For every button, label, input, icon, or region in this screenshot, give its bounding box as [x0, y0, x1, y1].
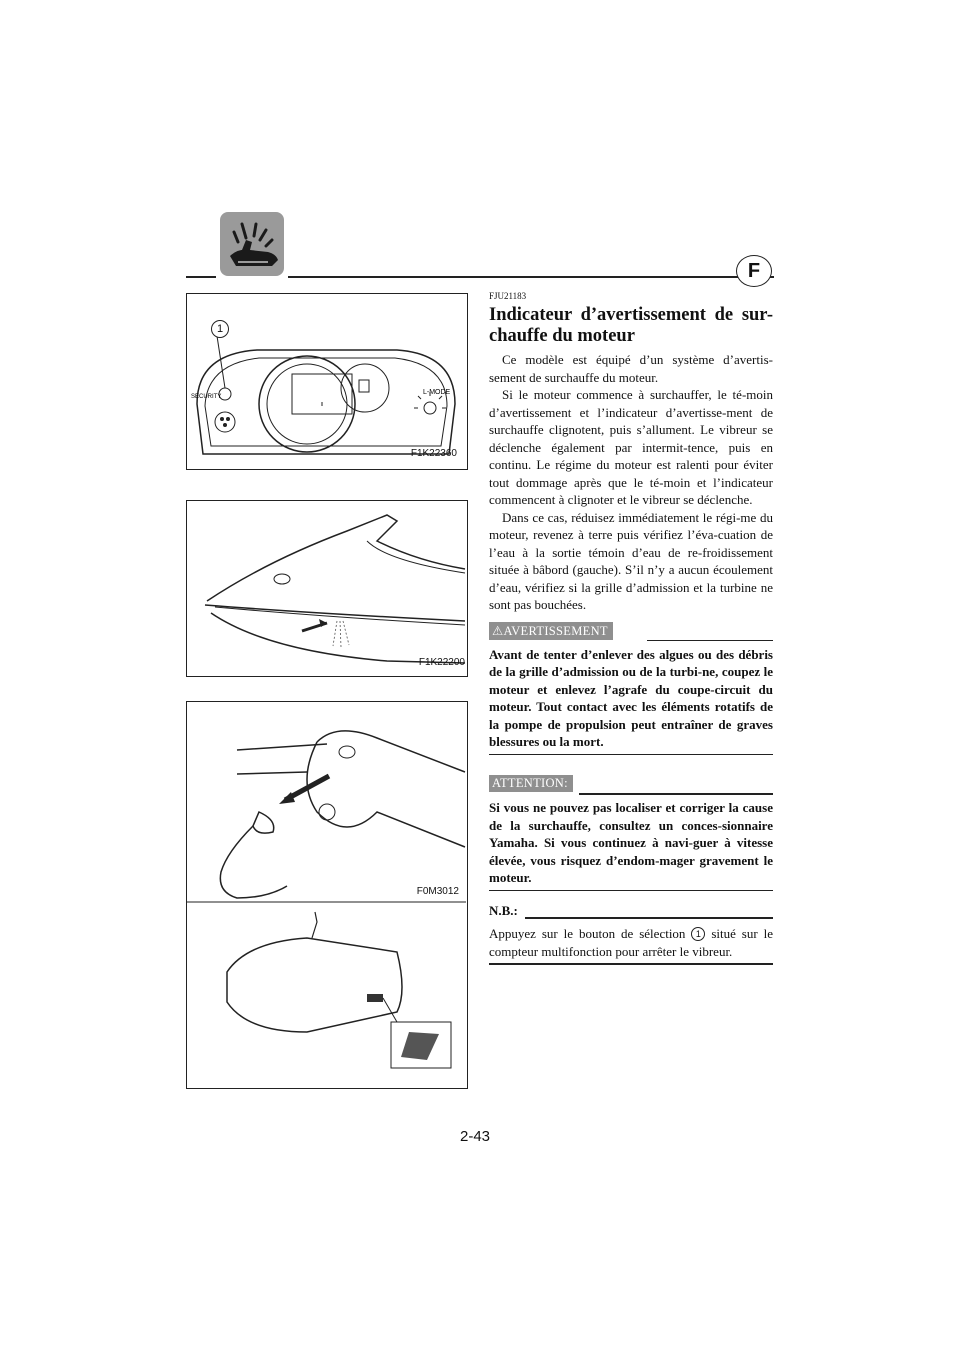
paragraph: Si le moteur commence à surchauffer, le té-moin d’avertissement et l’indicateur d’avertisse-ment de surchauffe clignotent, puis s’allument. Le vibreur se déclenche également par intermit-tence, puis en continu. Le régime du moteur est ralenti pour éviter tout dommage après que le té-moin et l’indicateur commencent à clignoter et le vibreur se déclenche. — [489, 387, 773, 507]
attention-end-rule — [489, 890, 773, 892]
header-rule-left — [186, 276, 216, 278]
paragraph: Dans ce cas, réduisez immédiatement le régi-me du moteur, revenez à terre puis vérifiez l’éva-cuation de l’eau à la sortie témoin d’eau de re-froidissement située à bâbord (gauche). S’il n’y a aucun écoulement d’eau, vérifiez si la grille d’admission et la turbine ne sont pas bouchées. — [489, 509, 773, 612]
hull-water-outlet-icon — [187, 501, 466, 675]
note-header — [489, 903, 773, 921]
note-callout: 1 — [691, 927, 705, 941]
attention-rule — [579, 793, 773, 795]
figure-code: F1K22360 — [410, 448, 457, 459]
warning-header — [489, 620, 773, 642]
note-end-rule — [489, 963, 773, 965]
note-rule — [525, 917, 773, 919]
page-number: 2-43 — [460, 1128, 491, 1145]
warning-text: Avant de tenter d’enlever des algues ou des débris de la grille d’admission ou de la turbi-ne, coupez le moteur et enlevez l’agrafe du coupe-circuit du moteur. Tout contact avec les éléments rotatifs de la pompe de propulsion peut entraîner de graves blessures ou la mort. — [489, 646, 773, 749]
warning-rule — [647, 640, 773, 642]
content-column — [489, 291, 773, 965]
figure-callout-1: 1 — [211, 320, 229, 338]
warning-end-rule — [489, 754, 773, 756]
dashboard-warning-lights-icon — [187, 294, 466, 468]
svg-text:L-MODE: L-MODE — [423, 389, 451, 396]
note-label: N.B.: — [489, 903, 518, 918]
warning-triangle-icon: ⚠ — [492, 623, 504, 638]
jetski-splash-icon — [220, 212, 284, 276]
figure-shutoff — [186, 701, 468, 1089]
figure-dashboard — [186, 293, 468, 470]
section-code: FJU21183 — [489, 291, 527, 301]
attention-header — [489, 773, 773, 795]
attention-badge: ATTENTION: — [489, 775, 573, 792]
figure-hull — [186, 500, 468, 677]
paragraph: Ce modèle est équipé d’un système d’avertis-sement de surchauffe du moteur. — [489, 352, 773, 385]
svg-text:SECURITY: SECURITY — [191, 394, 222, 400]
figure-code: F1K22200 — [418, 657, 465, 668]
attention-text: Si vous ne pouvez pas localiser et corriger la cause de la surchauffe, consultez un conces-sionnaire Yamaha. Si vous continuez à navi-guer à vitesse élevée, vous risquez d’endom-mager gravement le moteur. — [489, 800, 773, 885]
warning-badge: ⚠AVERTISSEMENT — [489, 622, 613, 640]
note-text: Appuyez sur le bouton de sélection 1 situé sur le compteur multifonction pour arrêter le vibreur. — [489, 926, 773, 959]
section-title: Indicateur d’avertissement de sur-chauffe du moteur — [489, 305, 773, 346]
header-rule-right — [288, 276, 774, 278]
language-badge: F — [736, 255, 772, 287]
figure-code: F0M3012 — [416, 886, 459, 897]
